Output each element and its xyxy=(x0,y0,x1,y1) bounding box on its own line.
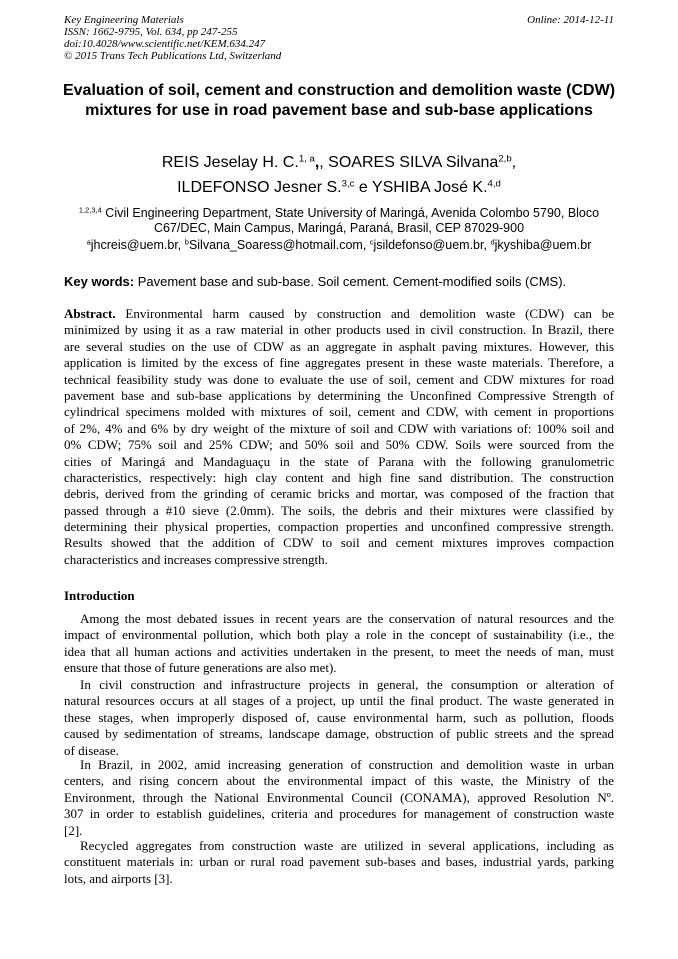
email-sup: c xyxy=(369,237,374,247)
authors-line-1: REIS Jeselay H. C.$^{1, a}$,, SOARES SILVA Silvana$^{2,b}$, xyxy=(161,153,517,171)
keywords-text: Pavement base and sub-base. Soil cement. Cement-modified soils (CMS). xyxy=(134,274,567,289)
intro-paragraph-4 xyxy=(64,838,614,887)
author-name: , SOARES SILVA Silvana xyxy=(319,154,499,171)
text-line: caused by sedimentation of streams, landscape damage, obstruction of public streets and the spread xyxy=(64,726,614,742)
text-line: impact of environmental pollution, which both play a role in the concept of sustainability (i.e., the xyxy=(64,627,614,643)
text-line: Environment, through the National Environmental Council (CONAMA), approved Resolution Nº. xyxy=(64,789,614,805)
text-line xyxy=(64,306,614,322)
affiliation-line: Civil Engineering Department, State University of Maringá, Avenida Colombo 5790, Bloco xyxy=(101,206,600,220)
text-line: characteristics and increases compressive strength. xyxy=(64,551,328,567)
text-line: [2]. xyxy=(64,822,83,838)
author-name: ILDEFONSO Jesner S. xyxy=(177,179,342,196)
text-line: natural resources occurs at all stages of a project, up until the final product. The waste generated in xyxy=(64,693,614,709)
text-line: In Brazil, in 2002, amid increasing generation of construction and demolition waste in urban xyxy=(80,757,614,772)
author-sup: 2,b xyxy=(498,153,512,165)
intro-paragraph-1 xyxy=(64,611,614,677)
text-line: ensure that those of future generations are also met). xyxy=(64,660,337,676)
email-sup: b xyxy=(184,237,189,247)
journal-name: Key Engineering Materials xyxy=(64,14,184,26)
text-line: 0% CDW; 75% soil and 25% CDW; and 50% soil and 50% CDW. Soils were sourced from the xyxy=(64,437,614,453)
online-date: Online: 2014-12-11 xyxy=(527,14,614,26)
email-sup: d xyxy=(490,237,495,247)
affiliation-line: C67/DEC, Main Campus, Maringá, Paraná, Brasil, CEP 87029-900 xyxy=(153,221,525,235)
text-line: passed through a #10 sieve (2.0mm). The soils, the debris and their mixtures were classified by xyxy=(64,502,614,518)
authors-line-2 xyxy=(30,178,648,198)
text-line: Recycled aggregates from construction waste are utilized in several applications, including as xyxy=(80,838,614,853)
text-line: application is limited by the excess of fine aggregates present in these waste materials. Therefore, a xyxy=(64,355,614,371)
text-line: are several studies on the use of CDW as an aggregate in asphalt paving mixtures. However, this xyxy=(64,338,614,354)
text-line: lots, and airports [3]. xyxy=(64,870,173,886)
text-line: pavement base and sub-base applications by determining the Unconfined Compressive Strength of xyxy=(64,387,614,403)
intro-paragraph-3 xyxy=(64,757,614,839)
keywords-label: Key words: xyxy=(64,274,135,289)
text-line: cities of Maringá and Mandaguaçu in the state of Parana with the following granulometric xyxy=(64,453,614,469)
section-heading-introduction: Introduction xyxy=(64,588,135,603)
doi: doi:10.4028/www.scientific.net/KEM.634.247 xyxy=(64,38,266,50)
text-line: of 2%, 4% and 6% by dry weight of the mixture of soil and CDW with variations of: 100% soil and xyxy=(64,420,614,436)
author-sup: 4,d xyxy=(487,178,501,190)
emails xyxy=(30,238,648,253)
paper-title: Evaluation of soil, cement and construction and demolition waste (CDW) mixtures for use in road pavement base and sub-base applications xyxy=(62,82,616,119)
affiliation-sup: 1,2,3,4 xyxy=(78,205,102,215)
text-line: In civil construction and infrastructure projects in general, the consumption or alteration of xyxy=(80,677,614,692)
text-line: these stages, when improperly disposed of, cause environmental harm, such as pollution, floods xyxy=(64,709,614,725)
text-line: determining their physical properties, compaction properties and unconfined compressive strength. xyxy=(64,519,614,535)
text-line: constituent materials in: urban or rural road pavement sub-bases and bases, industrial yards, parking xyxy=(64,854,614,870)
copyright: © 2015 Trans Tech Publications Ltd, Switzerland xyxy=(64,50,282,62)
email-link[interactable]: Silvana_Soaress@hotmail.com, xyxy=(188,238,370,252)
abstract xyxy=(64,306,614,568)
text-line: centers, and rising concern about the environmental impact of this waste, the Ministry of the xyxy=(64,773,614,789)
abstract-text: Environmental harm caused by construction and demolition waste (CDW) can be xyxy=(115,306,614,321)
separator: , xyxy=(511,154,517,171)
text-line: minimized by using it as a raw material in other products used in civil construction. In Brazil, there xyxy=(64,322,614,338)
text-line: characteristics, respectively: high clay content and high fine sand distribution. The construction xyxy=(64,469,614,485)
author-name: e YSHIBA José K. xyxy=(354,179,488,196)
text-line: cylindrical specimens molded with mixtures of soil, cement and CDW, with cement in proportions xyxy=(64,404,614,420)
text-line: Among the most debated issues in recent years are the conservation of natural resources and the xyxy=(80,611,614,626)
intro-paragraph-2 xyxy=(64,677,614,759)
author-sup: 1, a xyxy=(298,153,315,165)
text-line: idea that all human actions and activities undertaken in the present, to meet the needs of man, must xyxy=(64,643,614,659)
email-link[interactable]: jsildefonso@uem.br, xyxy=(373,238,491,252)
abstract-label: Abstract. xyxy=(64,306,116,321)
email-link[interactable]: jhcreis@uem.br, xyxy=(90,238,185,252)
text-line: debris, derived from the grinding of ceramic bricks and mortar, was composed of the fraction that xyxy=(64,486,614,502)
journal-info xyxy=(64,14,281,62)
issn: ISSN: 1662-9795, Vol. 634, pp 247-255 xyxy=(64,26,238,38)
text-line: of disease. xyxy=(64,742,119,758)
email-link[interactable]: jkyshiba@uem.br xyxy=(494,238,592,252)
keywords xyxy=(64,274,566,289)
author-sup: 3,c xyxy=(341,178,355,190)
affiliation xyxy=(30,206,648,236)
text-line: 307 in order to establish guidelines, criteria and procedures for management of construction waste xyxy=(64,806,614,822)
text-line: Results showed that the addition of CDW to soil and cement mixtures improves compaction xyxy=(64,535,614,551)
text-line: technical feasibility study was done to evaluate the use of soil, cement and CDW mixtures for road xyxy=(64,371,614,387)
author-name: REIS Jeselay H. C. xyxy=(161,154,299,171)
email-sup: a xyxy=(86,237,91,247)
